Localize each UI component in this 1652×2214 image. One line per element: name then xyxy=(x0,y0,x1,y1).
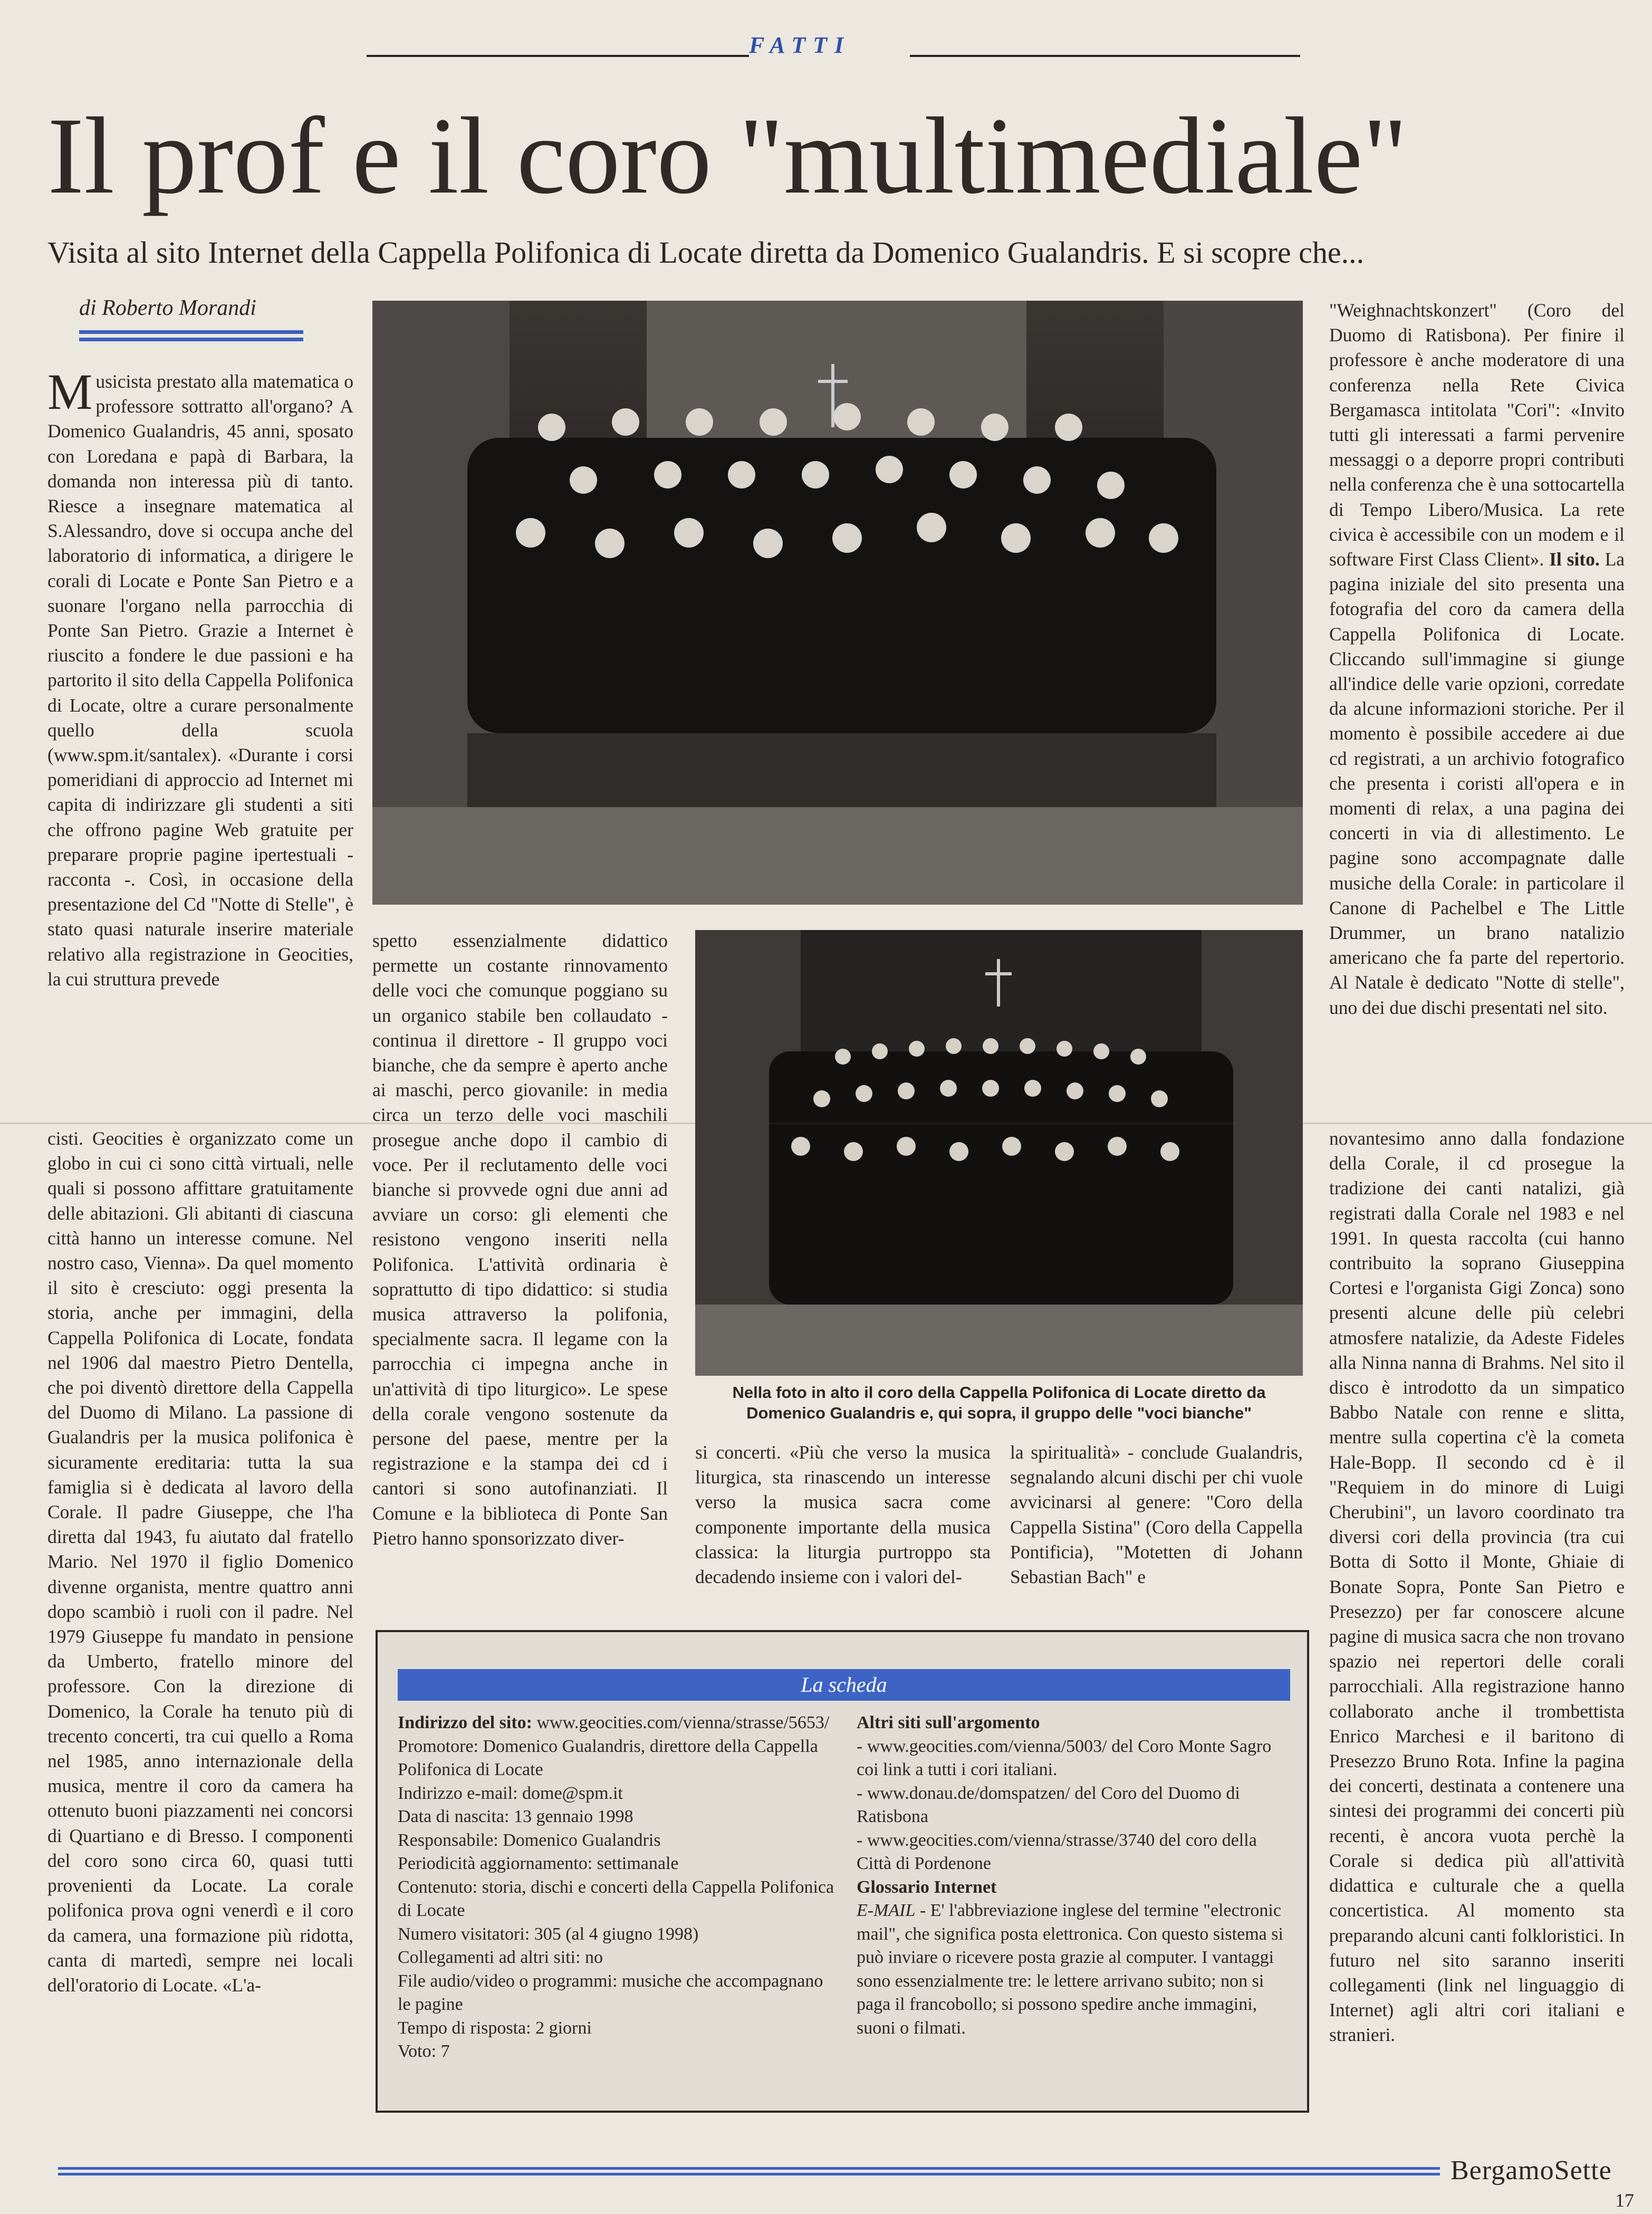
column-2: spetto essenzialmente didattico permette un costante rinnovamento delle voci che comunque poggiano su un organico stabile ben collaudato - continua il direttore - Il gruppo voci bianche, che da sempre è aperto anche ai maschi, perco giovanile: in media circa un terzo delle voci maschili prosegue anche dopo il cambio di voce. Per il reclutamento delle voci bianche si provvede ogni due anni ad avviare un corso: gli elementi che resistono vengono inseriti nella Polifonica. L'attività ordinaria è soprattutto di tipo didattico: si studia musica attraverso la polifonia, specialmente sacra. Il legame con la parrocchia ci impegna anche in un'attività di tipo liturgico». Le spese della corale vengono sostenute da persone del paese, mentre per la registrazione e la stampa dei cd i cantori si sono autofinanziati. Il Comune e la biblioteca di Ponte San Pietro hanno sponsorizzato diver- xyxy=(372,930,668,1549)
glossario-email-label: E-MAIL xyxy=(857,1901,916,1920)
page-fold-crease xyxy=(0,1123,1652,1124)
scheda-left-column xyxy=(398,1711,838,2064)
column-5-sito: La pagina iniziale del sito presenta una fotografia del coro da camera della Cappella Polifonica di Locate. Cliccando sull'immagine si giunge all'indice delle varie opzioni, corredate da alcune informazioni storiche. Per il momento è possibile accedere ai due cd registrati, a un archivio fotografico che presenta i coristi all'opera e in momenti di relax, a una pagina dei concerti in via di allestimento. Le pagine sono accompagnate dalle musiche della Corale: in particolare il Canone di Pachelbel e The Little Drummer, un brano natalizio americano che fa parte del repertorio. Al Natale è dedicato "Notte di stelle", uno dei due dischi presentati nel sito. xyxy=(1329,549,1625,1018)
sito-label: Il sito. xyxy=(1549,549,1600,570)
footer-rule xyxy=(58,2167,1440,2175)
glossario-email-text: - E' l'abbreviazione inglese del termine "electronic mail", che significa posta elettronica. Con questo sistema si può inviare o ricevere posta grazie al computer. I vantaggi sono essenzialmente tre: le lettere arrivano subito; non si paga il francobollo; si possono spedire anche immagini, suoni o filmati. xyxy=(857,1901,1283,2038)
header-rule-right xyxy=(910,55,1300,57)
scheda-line: Contenuto: storia, dischi e concerti della Cappella Polifonica di Locate xyxy=(398,1877,834,1920)
scheda-line: Indirizzo e-mail: dome@spm.it xyxy=(398,1783,623,1803)
scheda-line: Voto: 7 xyxy=(398,2042,450,2061)
choir-photo-voci-bianche xyxy=(695,930,1303,1376)
scheda-indirizzo-label: Indirizzo del sito: xyxy=(398,1713,532,1732)
altri-siti-item: - www.geocities.com/vienna/strasse/3740 del coro della Città di Pordenone xyxy=(857,1830,1257,1873)
scheda-indirizzo-value: www.geocities.com/vienna/strasse/5653/ xyxy=(532,1713,830,1732)
scheda-line: Responsabile: Domenico Gualandris xyxy=(398,1830,661,1850)
byline-rule-2 xyxy=(79,338,303,341)
page-number: 17 xyxy=(1615,2190,1634,2211)
column-3: si concerti. «Più che verso la musica liturgica, sta rinascendo un interesse verso la musica sacra come componente importante della musica classica: la liturgia purtroppo sta decadendo insieme con i valori del- xyxy=(695,1442,991,1588)
altri-siti-item: - www.donau.de/domspatzen/ del Coro del Duomo di Ratisbona xyxy=(857,1783,1240,1826)
byline-rule-1 xyxy=(79,330,303,334)
scheda-line: Promotore: Domenico Gualandris, direttore della Cappella Polifonica di Locate xyxy=(398,1736,818,1779)
column-1-top-text: usicista prestato alla matematica o professore sottratto all'organo? A Domenico Gualandris, 45 anni, sposato con Loredana e papà di Barbara, la domanda non interessa più di tanto. Riesce a insegnare matematica al S.Alessandro, dove si occupa anche del laboratorio di informatica, a dirigere le corali di Locate e Ponte San Pietro e a suonare l'organo nella parrocchia di Ponte San Pietro. Grazie a Internet è riuscito a fondere le due passioni e ha partorito il sito della Cappella Polifonica di Locate, oltre a curare personalmente quello della scuola (www.spm.it/santalex). «Durante i corsi pomeridiani di approccio ad Internet mi capita di indirizzare gli studenti a siti che offrono pagine Web gratuite per preparare proprie pagine ipertestuali - racconta -. Così, in occasione della presentazione del Cd "Notte di Stelle", è stato quasi naturale inserire materiale relativo alla registrazione in Geocities, la cui struttura prevede xyxy=(47,371,353,990)
scheda-indirizzo xyxy=(398,1711,838,1735)
header-rule-left xyxy=(367,55,749,57)
scheda-line: Data di nascita: 13 gennaio 1998 xyxy=(398,1807,633,1826)
altri-siti-title: Altri siti sull'argomento xyxy=(857,1713,1040,1732)
scheda-line: Collegamenti ad altri siti: no xyxy=(398,1948,603,1967)
glossario-title: Glossario Internet xyxy=(857,1877,997,1897)
byline: di Roberto Morandi xyxy=(79,296,256,320)
scheda-box xyxy=(376,1630,1309,2113)
scheda-line: File audio/video o programmi: musiche che accompagnano le pagine xyxy=(398,1971,823,2014)
section-label: FATTI xyxy=(749,32,851,58)
scheda-line: Tempo di risposta: 2 giorni xyxy=(398,2018,592,2038)
scheda-line: Periodicità aggiornamento: settimanale xyxy=(398,1854,679,1873)
scheda-right-column xyxy=(857,1711,1294,2040)
headline: Il prof e il coro "multimediale" xyxy=(47,95,1408,216)
choir-photo-voci-bianche-image xyxy=(695,930,1303,1376)
scheda-line: Numero visitatori: 305 (al 4 giugno 1998) xyxy=(398,1924,699,1944)
column-5-top xyxy=(1329,298,1625,1118)
column-5-intro: "Weighnachtskonzert" (Coro del Duomo di Ratisbona). Per finire il professore è anche moderatore di una conferenza nella Rete Civica Bergamasca intitolata "Cori": «Invito tutti gli interessati a farmi pervenire messaggi o a deporre propri contributi nella conferenza che è una sottocartella di Tempo Libero/Musica. La rete civica è accessibile con un modem e il software First Class Client». xyxy=(1329,300,1625,570)
choir-photo-main xyxy=(372,301,1303,905)
column-1-bottom: cisti. Geocities è organizzato come un globo in cui ci sono città virtuali, nelle quali si possono affittare gratuitamente delle abitazioni. Gli abitanti di ciascuna città hanno un interesse comune. Nel nostro caso, Vienna». Da quel momento il sito è cresciuto: oggi presenta la storia, anche per immagini, della Cappella Polifonica di Locate, fondata nel 1906 dal maestro Pietro Dentella, che poi diventò direttore della Cappella del Duomo di Milano. La passione di Gualandris per la musica polifonica è sicuramente ereditaria: tutta la sua famiglia si è dedicata al lavoro della Corale. Il padre Giuseppe, che l'ha diretta dal 1943, fu aiutato dal fratello Mario. Nel 1970 il figlio Domenico divenne organista, mentre quattro anni dopo scambiò i ruoli con il padre. Nel 1979 Giuseppe fu mandato in pensione da Umberto, fratello minore del professore. Con la direzione di Domenico, la Corale ha tenuto più di trecento concerti, tra cui quello a Roma nel 1985, anno internazionale della musica, mentre il coro da camera ha ottenuto buoni piazzamenti nei concorsi di Quartiano e di Bresso. I componenti del coro sono circa 60, quasi tutti provenienti da Locate. La corale polifonica prova ogni venerdì e il coro da camera, una formazione più ridotta, canta di martedì, sempre nei locali dell'oratorio di Locate. «L'a- xyxy=(47,1128,353,1996)
column-5-bottom: novantesimo anno dalla fondazione della Corale, il cd prosegue la tradizione dei canti natalizi, già registrati dalla Corale nel 1983 e nel 1991. In questa raccolta (cui hanno contribuito la soprano Giuseppina Cortesi e l'organista Gigi Zonca) sono presenti alcune delle più celebri atmosfere natalizie, da Adeste Fideles alla Ninna nanna di Brahms. Nel sito il disco è introdotto da un simpatico Babbo Natale con renne e slitta, mentre sulla copertina c'è la cometa Hale-Bopp. Il secondo cd è il "Requiem in do minore di Luigi Cherubini", un lavoro coordinato tra diversi cori della provincia (tra cui Botta di Sotto il Monte, Ghiaie di Bonate Sopra, Ponte San Pietro e Presezzo) per far conoscere alcune pagine di musica sacra che non trovano spazio nei repertori delle corali parrocchiali. Alla registrazione hanno collaborato anche il trombettista Enrico Marchesi e il baritono di Presezzo Bruno Rota. Infine la pagina dei concerti, destinata a contenere una sintesi dei programmi dei concerti più recenti, è ancora vuota perchè la Corale si dedica più all'attività didattica e culturale che a quella concertistica. Al momento sta preparando alcuni canti folkloristici. In futuro nel sito saranno inseriti collegamenti (link nel linguaggio di Internet) agli altri cori italiani e stranieri. xyxy=(1329,1128,1625,2046)
glossario-email xyxy=(857,1899,1294,2040)
drop-cap: M xyxy=(47,369,93,420)
scheda-title: La scheda xyxy=(398,1669,1290,1701)
choir-photo-main-image xyxy=(372,301,1303,905)
altri-siti-item: - www.geocities.com/vienna/5003/ del Coro Monte Sagro coi link a tutti i cori italiani. xyxy=(857,1736,1272,1779)
photo-caption: Nella foto in alto il coro della Cappella Polifonica di Locate diretto da Domenico Gualandris e, qui sopra, il gruppo delle "voci bianche" xyxy=(732,1383,1266,1422)
subtitle: Visita al sito Internet della Cappella Polifonica di Locate diretta da Domenico Gualandris. E si scopre che... xyxy=(47,235,1365,270)
column-1-top xyxy=(47,369,353,1118)
publication-brand: BergamoSette xyxy=(1451,2155,1612,2186)
column-4: la spiritualità» - conclude Gualandris, segnalando alcuni dischi per chi vuole avvicinarsi al genere: "Coro della Cappella Sistina" (Coro della Cappella Pontificia), "Motetten di Johann Sebastian Bach" e xyxy=(1010,1442,1303,1588)
